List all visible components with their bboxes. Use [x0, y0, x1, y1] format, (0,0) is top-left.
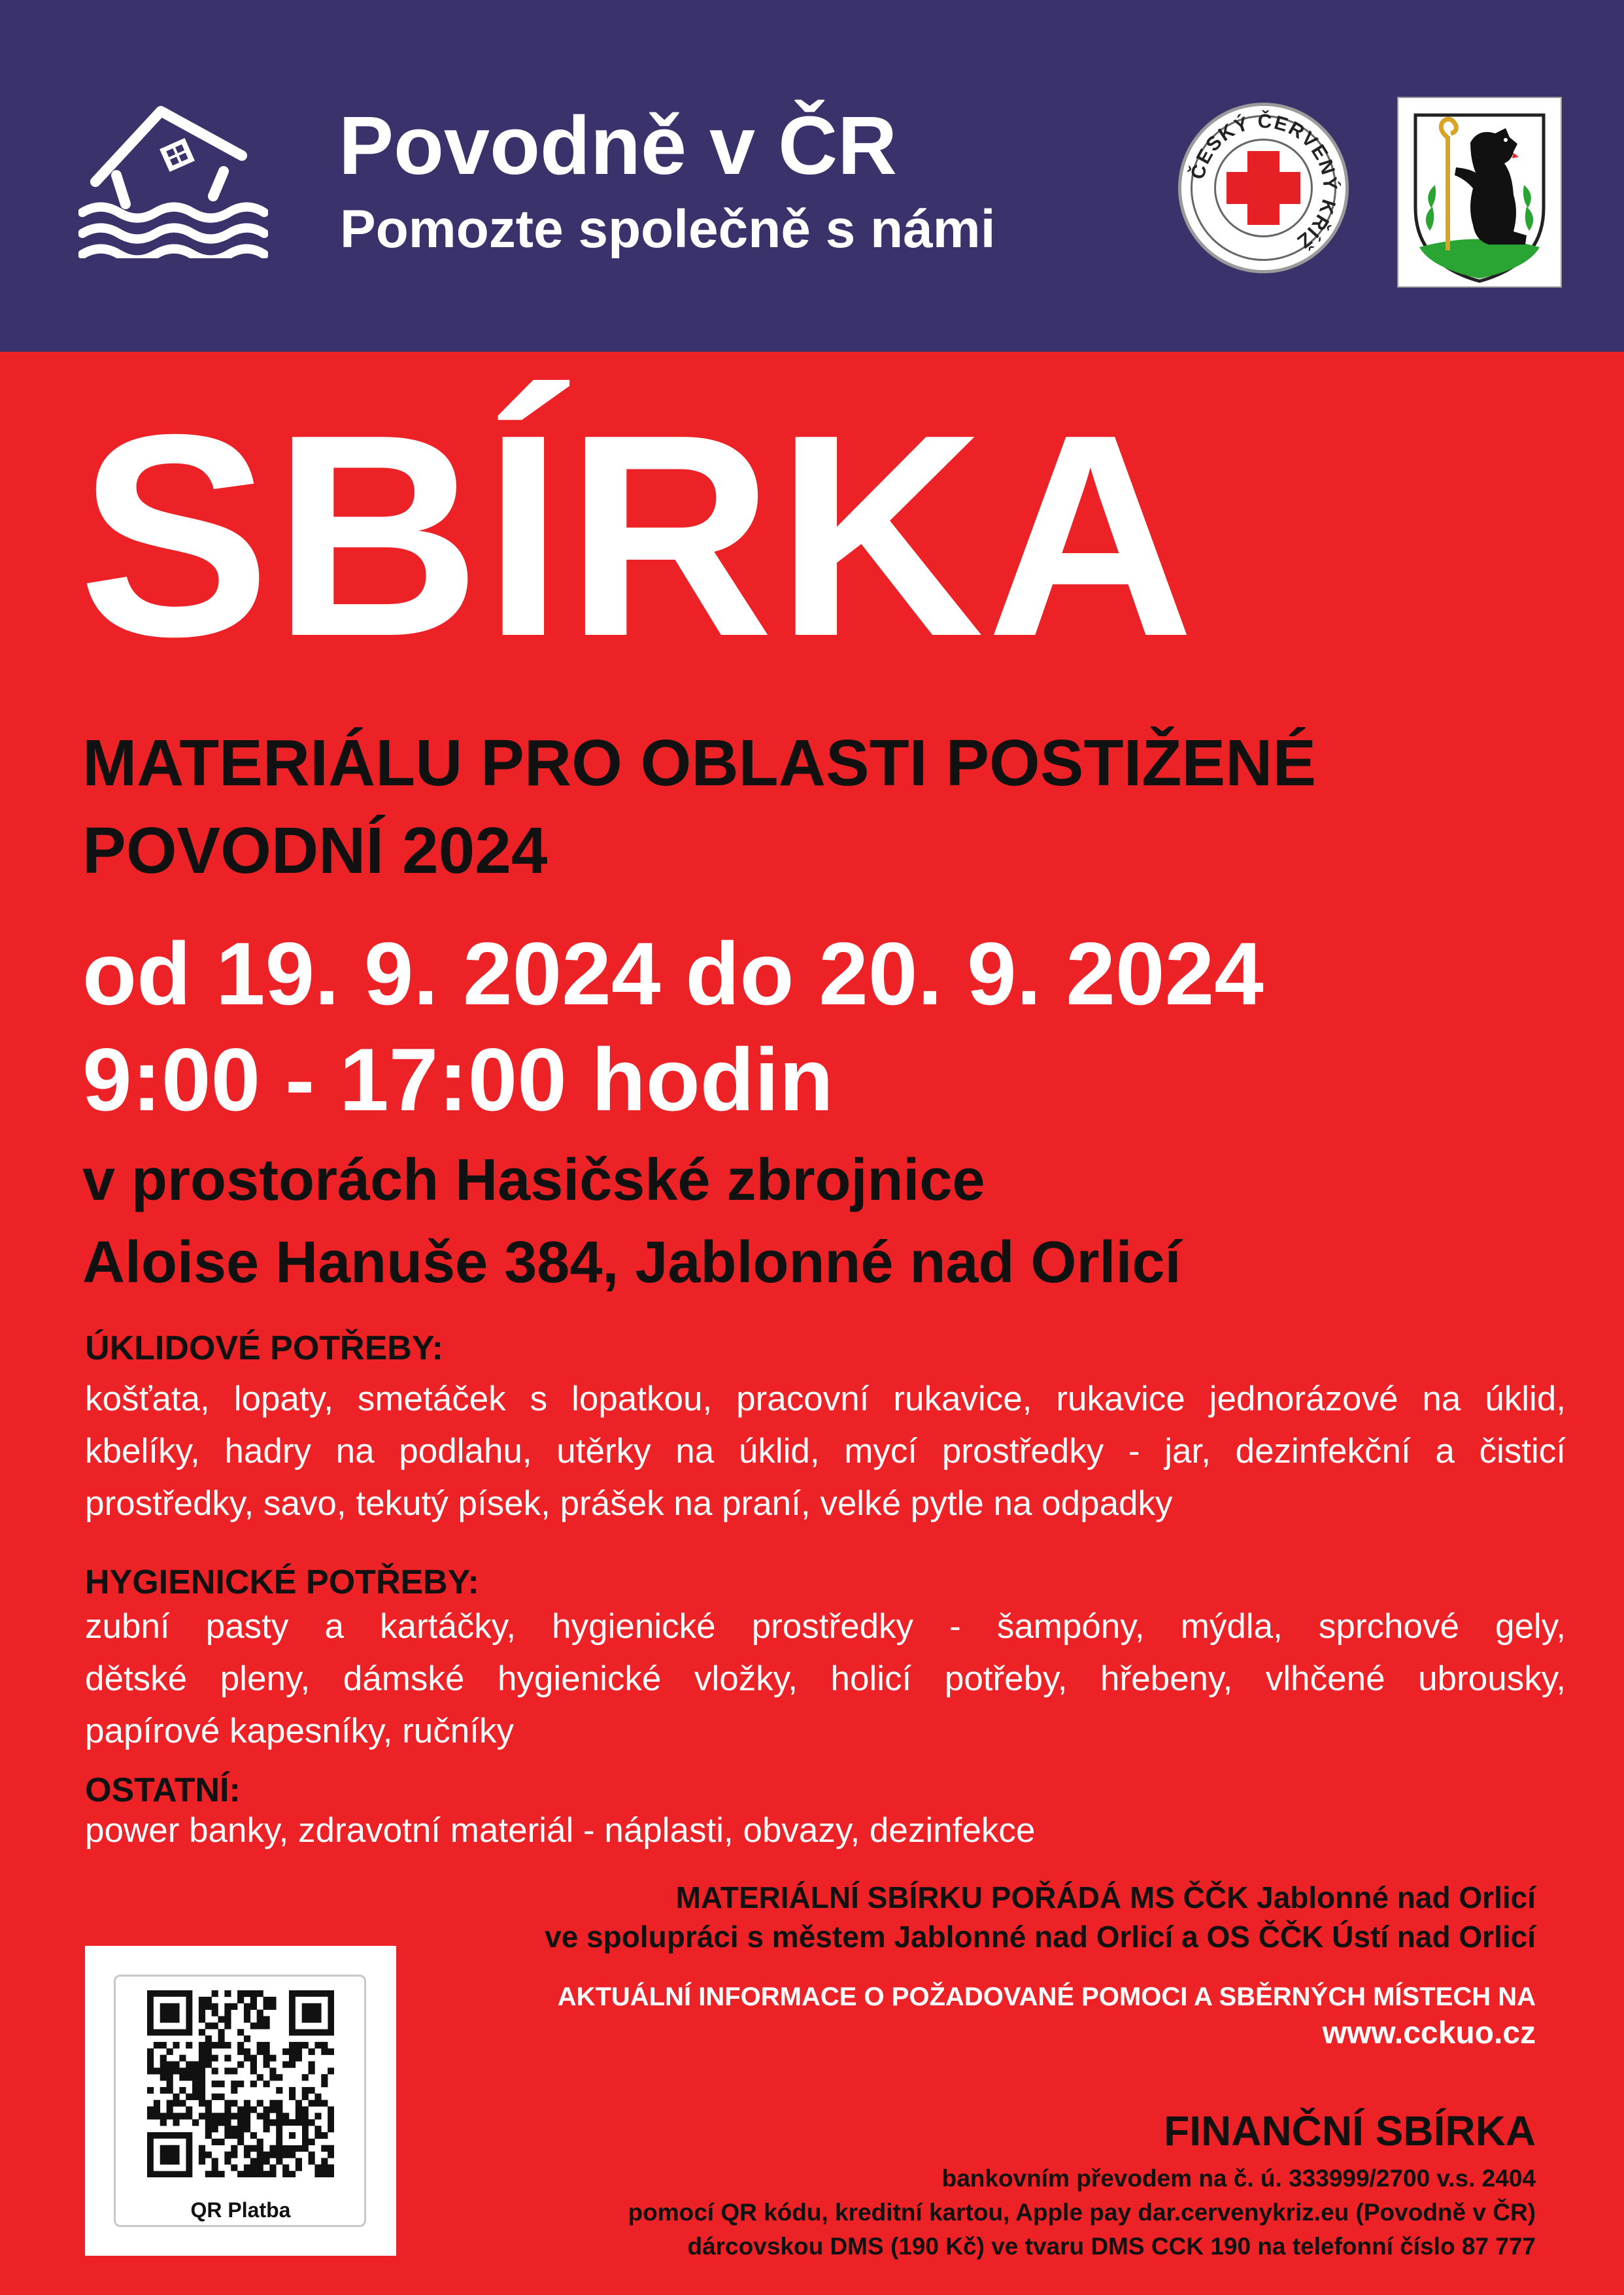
organizer-line-2: ve spolupráci s městem Jablonné nad Orlicí a OS ČČK Ústí nad Orlicí: [545, 1920, 1536, 1954]
organizer-note: [545, 1878, 1536, 1956]
financial-line-3: dárcovskou DMS (190 Kč) ve tvaru DMS CCK 190 na telefonní číslo 87 777: [687, 2233, 1536, 2260]
coat-of-arms-icon: [1397, 97, 1562, 288]
cleaning-list: [85, 1373, 1566, 1530]
financial-line-1: bankovním převodem na č. ú. 333999/2700 v.s. 2404: [941, 2165, 1536, 2192]
red-cross-logo: [1177, 101, 1350, 275]
qr-label: QR Platba: [85, 2198, 396, 2222]
cleaning-heading: ÚKLIDOVÉ POTŘEBY:: [85, 1329, 443, 1367]
qr-payment-card: [85, 1946, 396, 2256]
cleaning-line-1: košťata, lopaty, smetáček s lopatkou, pracovní rukavice, rukavice jednorázové na úklid,: [85, 1380, 1566, 1418]
cleaning-line-2: kbelíky, hadry na podlahu, utěrky na úklid, mycí prostředky - jar, dezinfekční a čisticí: [85, 1432, 1566, 1470]
hygiene-line-2: dětské pleny, dámské hygienické vložky, holicí potřeby, hřebeny, vlhčené ubrousky,: [85, 1659, 1566, 1698]
place-line-2: Aloise Hanuše 384, Jablonné nad Orlicí: [82, 1230, 1181, 1295]
material-line-2: POVODNÍ 2024: [82, 814, 548, 887]
hygiene-heading: HYGIENICKÉ POTŘEBY:: [85, 1563, 479, 1601]
place-line-1: v prostorách Hasičské zbrojnice: [82, 1148, 985, 1213]
hygiene-line-3: papírové kapesníky, ručníky: [85, 1712, 514, 1750]
svg-text:ČESKÝ ČERVENÝ KŘÍŽ: ČESKÝ ČERVENÝ KŘÍŽ: [1187, 110, 1341, 253]
header-subtitle: Pomozte společně s námi: [340, 199, 996, 259]
headline: SBÍRKA: [78, 375, 1197, 696]
info-url[interactable]: www.cckuo.cz: [1322, 2016, 1536, 2050]
hygiene-line-1: zubní pasty a kartáčky, hygienické prostředky - šampóny, mýdla, sprchové gely,: [85, 1607, 1566, 1646]
qr-code[interactable]: [147, 1990, 334, 2177]
financial-line-2: pomocí QR kódu, kreditní kartou, Apple pay dar.cervenykriz.eu (Povodně v ČR): [628, 2199, 1536, 2226]
header-title: Povodně v ČR: [339, 99, 898, 192]
organizer-line-1: MATERIÁLNÍ SBÍRKU POŘÁDÁ MS ČČK Jablonné nad Orlicí: [675, 1880, 1536, 1914]
collection-place: [82, 1139, 1181, 1304]
opening-hours: 9:00 - 17:00 hodin: [82, 1030, 834, 1129]
other-heading: OSTATNÍ:: [85, 1771, 241, 1809]
cleaning-line-3: prostředky, savo, tekutý písek, prášek na praní, velké pytle na odpadky: [85, 1484, 1173, 1523]
financial-title: FINANČNÍ SBÍRKA: [1164, 2107, 1536, 2154]
info-line: AKTUÁLNÍ INFORMACE O POŽADOVANÉ POMOCI A SBĚRNÝCH MÍSTECH NA: [557, 1982, 1536, 2011]
date-range: od 19. 9. 2024 do 20. 9. 2024: [82, 924, 1264, 1023]
financial-details: [628, 2162, 1536, 2264]
material-heading: [82, 719, 1316, 894]
other-line-1: power banky, zdravotní materiál - náplasti, obvazy, dezinfekce: [85, 1811, 1036, 1850]
hygiene-list: [85, 1601, 1566, 1758]
material-line-1: MATERIÁLU PRO OBLASTI POSTIŽENÉ: [82, 726, 1317, 800]
flooded-house-icon: [78, 98, 268, 258]
collection-dates: [82, 921, 1264, 1132]
other-list: [85, 1805, 1566, 1857]
